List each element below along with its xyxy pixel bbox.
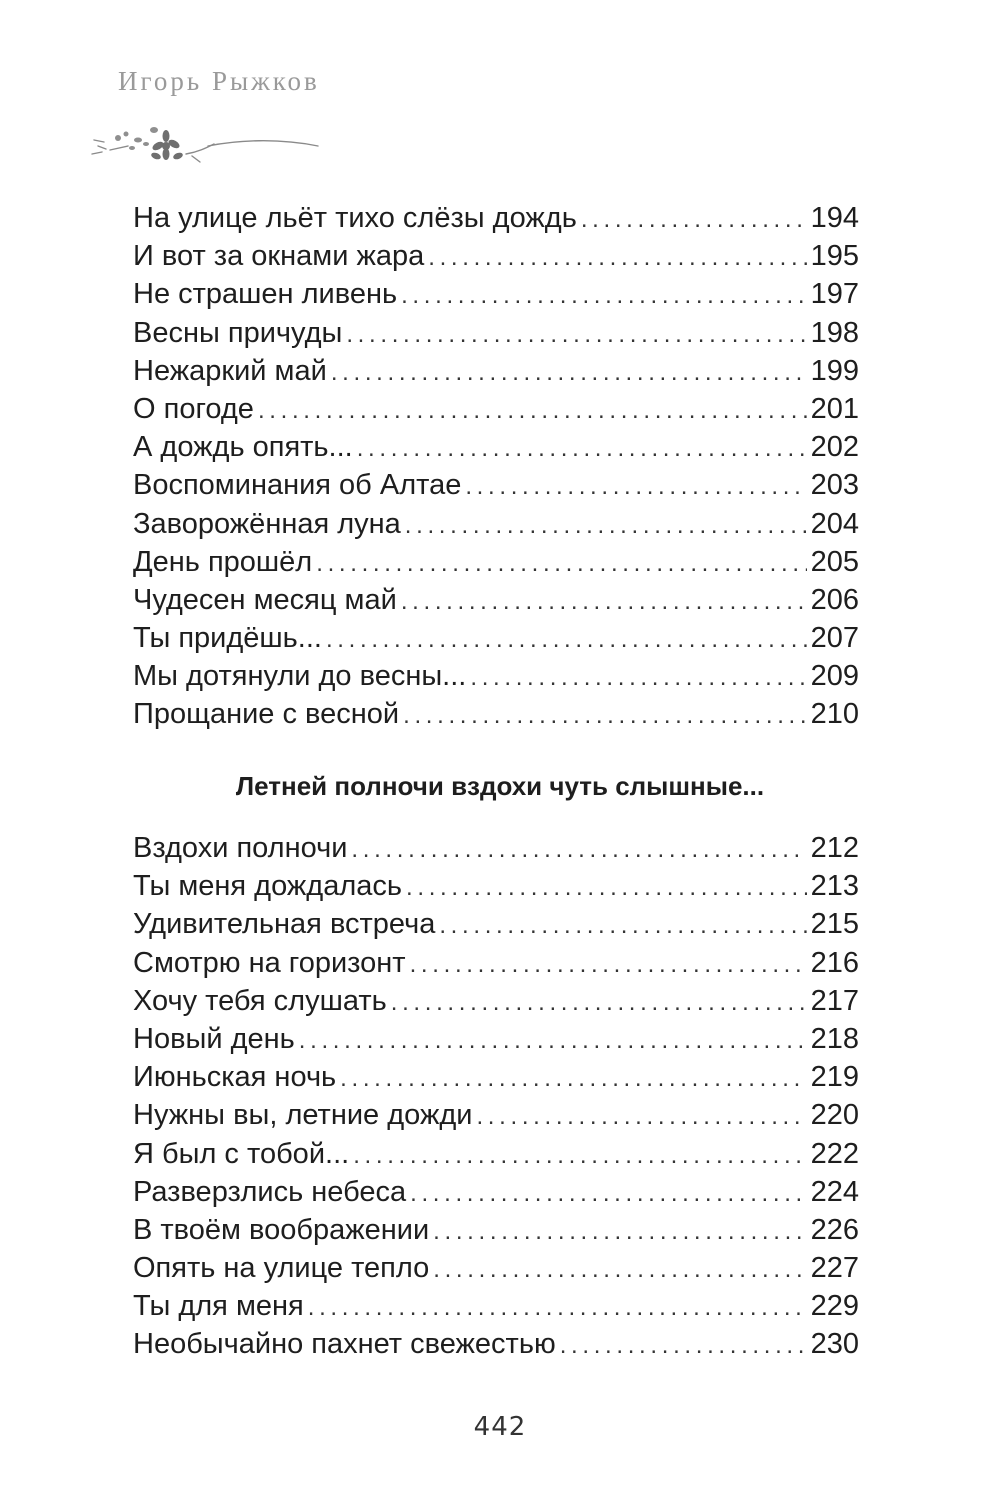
dot-leader	[470, 659, 806, 697]
toc-entry-page: 210	[810, 698, 859, 731]
toc-entry	[133, 657, 859, 695]
toc-entry	[133, 466, 859, 504]
dot-leader	[391, 984, 807, 1022]
dot-leader	[258, 392, 807, 430]
dot-leader	[428, 239, 806, 277]
dot-leader	[340, 1060, 806, 1098]
dot-leader	[299, 1022, 807, 1060]
toc-entry-title: Нежаркий май	[133, 354, 327, 387]
toc-entry	[133, 237, 859, 275]
toc-entry	[133, 944, 859, 982]
toc-entry-page: 195	[810, 240, 859, 273]
toc-entry	[133, 352, 859, 390]
toc-entry-title: Опять на улице тепло	[133, 1252, 430, 1285]
toc-entry	[133, 905, 859, 943]
toc-entry-title: В твоём воображении	[133, 1213, 430, 1246]
toc-entry-page: 222	[810, 1137, 859, 1170]
toc-entry-title: А дождь опять...	[133, 431, 353, 464]
toc-entry-title: Июньская ночь	[133, 1061, 337, 1094]
toc-entry-title: Воспоминания об Алтае	[133, 469, 462, 502]
toc-entry-title: Ты придёшь...	[133, 622, 322, 655]
toc-entry-page: 206	[810, 583, 859, 616]
toc-entry	[133, 1058, 859, 1096]
toc-entry	[133, 428, 859, 466]
toc-entry	[133, 829, 859, 867]
toc-entry-title: Весны причуды	[133, 316, 343, 349]
toc-entry	[133, 543, 859, 581]
toc-entry-title: Необычайно пахнет свежестью	[133, 1328, 556, 1361]
toc-entry	[133, 1096, 859, 1134]
toc-entry-page: 204	[810, 507, 859, 540]
toc-entry-page: 201	[810, 392, 859, 425]
toc-entry	[133, 1287, 859, 1325]
dot-leader	[401, 277, 807, 315]
toc-entry-title: Новый день	[133, 1022, 295, 1055]
toc-entry	[133, 695, 859, 733]
toc-entry-title: Мы дотянули до весны...	[133, 660, 467, 693]
dot-leader	[316, 545, 806, 583]
dot-leader	[357, 430, 807, 468]
toc-entry	[133, 199, 859, 237]
toc-entry-page: 216	[810, 946, 859, 979]
toc-entry-page: 194	[810, 202, 859, 234]
toc-entry-title: Не страшен ливень	[133, 278, 398, 311]
toc-entry-page: 209	[810, 660, 859, 693]
toc-entry-page: 207	[810, 622, 859, 655]
dot-leader	[410, 946, 807, 984]
toc-entry-page: 224	[810, 1175, 859, 1208]
toc-entry	[133, 1211, 859, 1249]
toc-entry	[133, 1135, 859, 1173]
toc-entry-title: На улице льёт тихо слёзы дождь	[133, 202, 577, 234]
toc-entry-page: 230	[810, 1328, 859, 1361]
toc-entry-page: 220	[810, 1099, 859, 1132]
dot-leader	[331, 354, 807, 392]
toc-entry-title: Ты меня дождалась	[133, 870, 403, 903]
toc-entry-page: 203	[810, 469, 859, 502]
floral-ornament-icon	[88, 116, 323, 166]
dot-leader	[326, 621, 807, 659]
toc-entry	[133, 1020, 859, 1058]
toc-entry-title: Чудесен месяц май	[133, 583, 397, 616]
dot-leader	[353, 1137, 806, 1175]
toc-entry-page: 202	[810, 431, 859, 464]
toc-entry	[133, 619, 859, 657]
toc-entry-page: 217	[810, 984, 859, 1017]
toc-entry	[133, 581, 859, 619]
toc-entry	[133, 1249, 859, 1287]
dot-leader	[308, 1289, 807, 1327]
toc-entry-page: 229	[810, 1290, 859, 1323]
toc-entry-title: О погоде	[133, 392, 254, 425]
toc-entry-page: 218	[810, 1022, 859, 1055]
toc-entry	[133, 867, 859, 905]
dot-leader	[581, 201, 807, 239]
toc-entry	[133, 505, 859, 543]
toc-entry-page: 212	[810, 832, 859, 864]
toc-entry-title: Вздохи полночи	[133, 832, 348, 864]
toc-entry	[133, 1173, 859, 1211]
toc-entry-title: Разверзлись небеса	[133, 1175, 407, 1208]
toc-entry	[133, 1325, 859, 1363]
dot-leader	[346, 316, 806, 354]
toc-entry-page: 199	[810, 354, 859, 387]
dot-leader	[401, 583, 807, 621]
dot-leader	[433, 1213, 806, 1251]
toc-entry	[133, 390, 859, 428]
page-number: 442	[473, 1412, 527, 1442]
running-header-author: Игорь Рыжков	[118, 66, 320, 96]
toc-list-summer	[133, 829, 859, 1364]
toc-entry-title: Удивительная встреча	[133, 908, 436, 941]
dot-leader	[433, 1251, 806, 1289]
dot-leader	[403, 697, 807, 735]
toc-entry	[133, 982, 859, 1020]
toc-entry-page: 198	[810, 316, 859, 349]
dot-leader	[465, 468, 806, 506]
dot-leader	[560, 1327, 807, 1365]
toc-entry-title: Заворожённая луна	[133, 507, 401, 540]
toc-list-spring	[133, 199, 859, 734]
dot-leader	[405, 507, 807, 545]
toc-entry-title: Ты для меня	[133, 1290, 304, 1323]
dot-leader	[439, 907, 806, 945]
toc-entry-page: 205	[810, 545, 859, 578]
dot-leader	[406, 869, 807, 907]
dot-leader	[410, 1175, 807, 1213]
toc-entry-title: Нужны вы, летние дожди	[133, 1099, 473, 1132]
dot-leader	[351, 831, 806, 869]
section-heading: Летней полночи вздохи чуть слышные...	[235, 771, 765, 801]
toc-entry-title: Смотрю на горизонт	[133, 946, 406, 979]
toc-entry	[133, 275, 859, 313]
toc-entry-page: 226	[810, 1213, 859, 1246]
toc-entry-title: И вот за окнами жара	[133, 240, 425, 273]
dot-leader	[476, 1098, 806, 1136]
toc-entry-page: 213	[810, 870, 859, 903]
toc-entry-title: Я был с тобой...	[133, 1137, 350, 1170]
toc-entry	[133, 314, 859, 352]
toc-entry-title: Прощание с весной	[133, 698, 400, 731]
toc-entry-page: 227	[810, 1252, 859, 1285]
toc-entry-page: 219	[810, 1061, 859, 1094]
toc-entry-title: День прошёл	[133, 545, 313, 578]
toc-entry-title: Хочу тебя слушать	[133, 984, 387, 1017]
toc-entry-page: 215	[810, 908, 859, 941]
toc-entry-page: 197	[810, 278, 859, 311]
